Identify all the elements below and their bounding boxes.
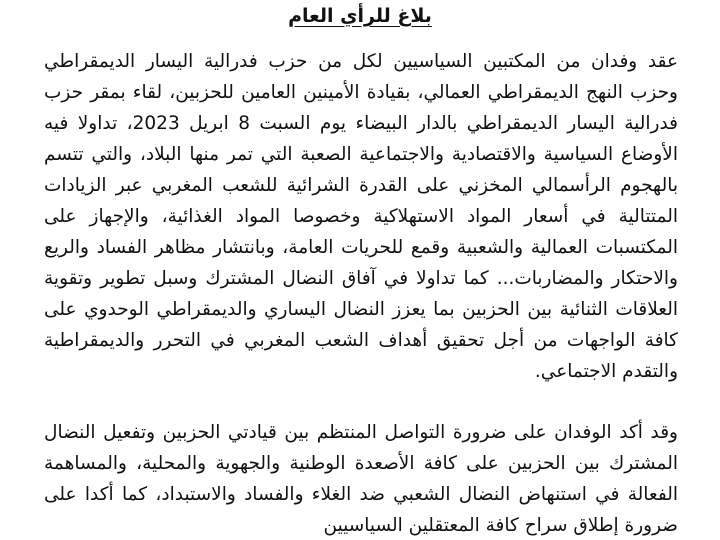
document-body: [44, 46, 678, 540]
paragraph-joint-struggle: وقد أكد الوفدان على ضرورة التواصل المنتظم بين قيادتي الحزبين وتفعيل النضال المشترك بين الحزبين على كافة الأصعدة الوطنية والجهوية والمحلية، والمساهمة الفعالة في استنهاض النضال الشعبي ضد الغلاء والفساد والاستبداد، كما أكدا على ضرورة إطلاق سراح كافة المعتقلين السياسيين: [44, 422, 678, 536]
paragraph-meeting-summary: عقد وفدان من المكتبين السياسيين لكل من حزب فدرالية اليسار الديمقراطي وحزب النهج الديمقراطي العمالي، بقيادة الأمينين العامين للحزبين، لقاء بمقر حزب فدرالية اليسار الديمقراطي بالدار البيضاء يوم السبت 8 ابريل 2023، تداولا فيه الأوضاع السياسية والاقتصادية والاجتماعية الصعبة التي تمر منها البلاد، والتي تتسم بالهجوم الرأسمالي المخزني على القدرة الشرائية للشعب المغربي عبر الزيادات المتتالية في أسعار المواد الاستهلاكية وخصوصا المواد الغذائية، والإجهاز على المكتسبات العمالية والشعبية وقمع للحريات العامة، وبانتشار مظاهر الفساد والريع والاحتكار والمضاربات... كما تداولا في آفاق النضال المشترك وسبل تطوير وتقوية العلاقات الثنائية بين الحزبين بما يعزز النضال اليساري والديمقراطي الوحدوي على كافة الواجهات من أجل تحقيق أهداف الشعب المغربي في التحرر والديمقراطية والتقدم الاجتماعي.: [44, 51, 679, 382]
document-title: بلاغ للرأي العام: [288, 5, 432, 27]
